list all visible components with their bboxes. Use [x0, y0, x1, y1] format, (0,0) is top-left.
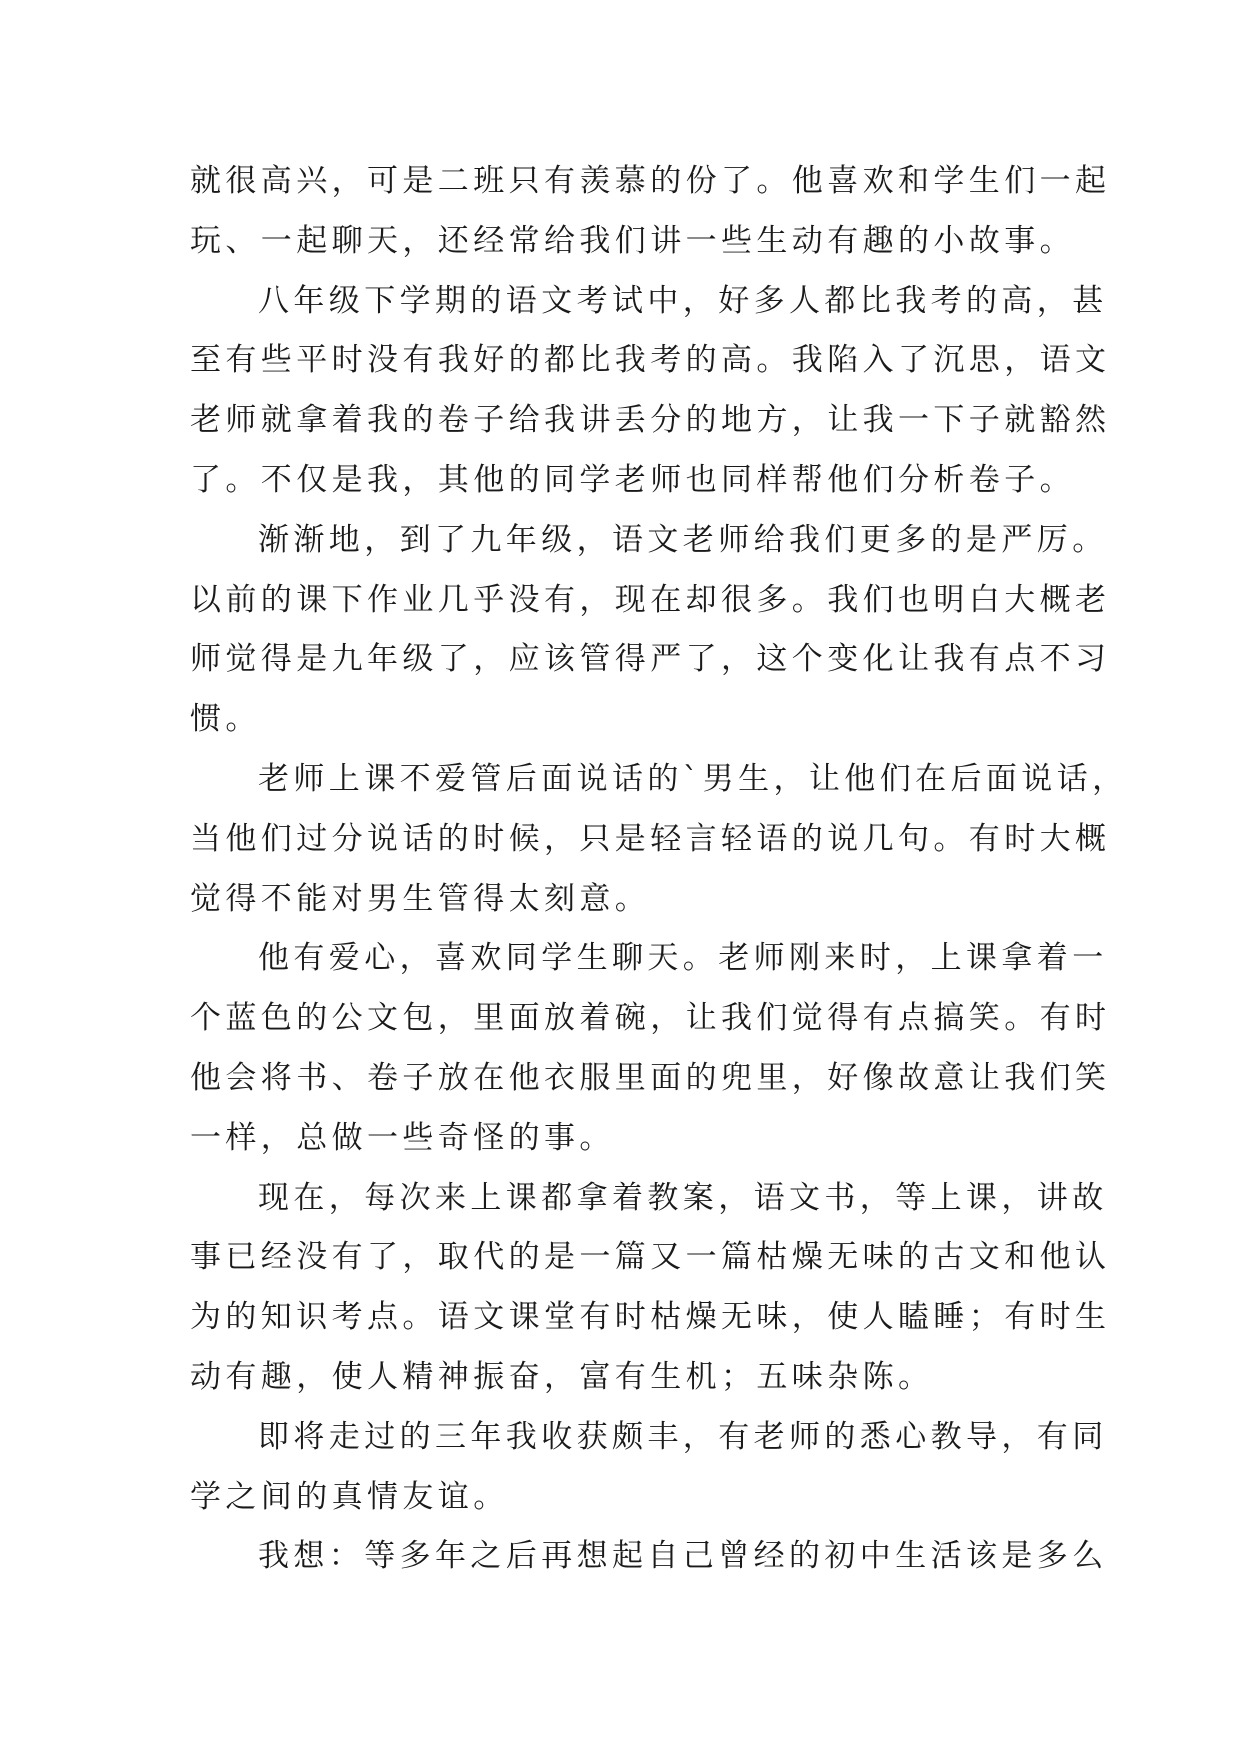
paragraph-start-line: 渐渐地，到了九年级，语文老师给我们更多的是严厉。 [258, 521, 1108, 558]
text-line: 玩、一起聊天，还经常给我们讲一些生动有趣的小故事。 [190, 222, 1075, 259]
text-line: 老师就拿着我的卷子给我讲丢分的地方，让我一下子就豁然 [190, 402, 1111, 439]
text-line: 觉得不能对男生管得太刻意。 [190, 880, 651, 917]
text-line: 动有趣，使人精神振奋，富有生机；五味杂陈。 [190, 1358, 934, 1395]
text-line: 事已经没有了，取代的是一篇又一篇枯燥无味的古文和他认 [190, 1239, 1111, 1276]
text-line: 一样，总做一些奇怪的事。 [190, 1119, 615, 1156]
paragraph-start-line: 即将走过的三年我收获颇丰，有老师的悉心教导，有同 [258, 1418, 1108, 1455]
text-line: 当他们过分说话的时候，只是轻言轻语的说几句。有时大概 [190, 820, 1111, 857]
paragraph-start-line: 他有爱心，喜欢同学生聊天。老师刚来时，上课拿着一 [258, 940, 1108, 977]
text-line: 为的知识考点。语文课堂有时枯燥无味，使人瞌睡；有时生 [190, 1299, 1111, 1336]
paragraph-start-line: 我想：等多年之后再想起自己曾经的初中生活该是多么 [258, 1538, 1108, 1575]
text-line: 个蓝色的公文包，里面放着碗，让我们觉得有点搞笑。有时 [190, 1000, 1111, 1037]
text-line: 至有些平时没有我好的都比我考的高。我陷入了沉思，语文 [190, 342, 1111, 379]
paragraph-start-line: 老师上课不爱管后面说话的`男生，让他们在后面说话， [258, 760, 1128, 797]
text-line: 师觉得是九年级了，应该管得严了，这个变化让我有点不习 [190, 641, 1111, 678]
text-line: 他会将书、卷子放在他衣服里面的兜里，好像故意让我们笑 [190, 1059, 1111, 1096]
essay-body [190, 152, 1128, 1587]
text-line: 惯。 [190, 701, 261, 738]
text-line: 就很高兴，可是二班只有羡慕的份了。他喜欢和学生们一起 [190, 163, 1111, 199]
text-line: 了。不仅是我，其他的同学老师也同样帮他们分析卷子。 [190, 461, 1075, 498]
paragraph-start-line: 八年级下学期的语文考试中，好多人都比我考的高，甚 [258, 282, 1108, 319]
paragraph-start-line: 现在，每次来上课都拿着教案，语文书，等上课，讲故 [258, 1179, 1108, 1216]
text-line: 以前的课下作业几乎没有，现在却很多。我们也明白大概老 [190, 581, 1111, 618]
text-line: 学之间的真情友谊。 [190, 1478, 509, 1515]
